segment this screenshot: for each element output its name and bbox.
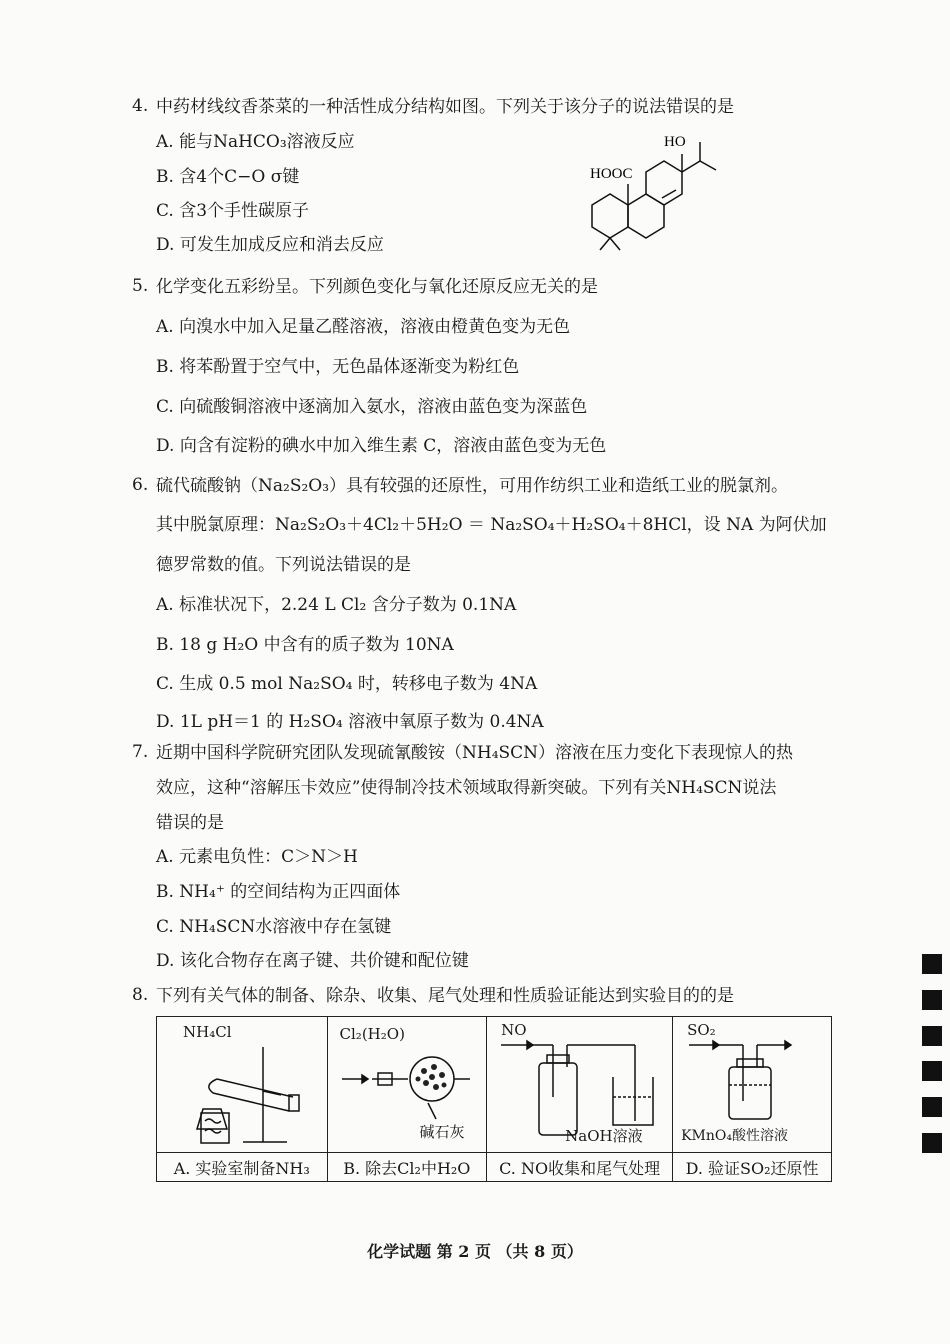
q5-option-c: C. 向硫酸铜溶液中逐滴加入氨水，溶液由蓝色变为深蓝色	[156, 397, 588, 417]
panel-d-sublabel: KMnO₄酸性溶液	[681, 1128, 788, 1144]
alignment-marker	[922, 1061, 942, 1081]
q6-option-d: D. 1L pH＝1 的 H₂SO₄ 溶液中氧原子数为 0.4NA	[156, 712, 544, 732]
q5-number: 5.	[132, 276, 149, 296]
panel-d-figure	[673, 1017, 832, 1153]
q5-option-d: D. 向含有淀粉的碘水中加入维生素 C，溶液由蓝色变为无色	[156, 436, 607, 456]
q4-molecule-structure	[578, 120, 748, 260]
panel-c-apparatus-drawing	[487, 1017, 671, 1151]
q7-option-c: C. NH₄SCN水溶液中存在氢键	[156, 917, 392, 937]
q7-line3: 错误的是	[156, 813, 224, 833]
q4-option-b: B. 含4个C−O σ键	[156, 167, 300, 187]
q8-stem: 下列有关气体的制备、除杂、收集、尾气处理和性质验证能达到实验目的的是	[156, 986, 734, 1006]
q7-number: 7.	[132, 742, 149, 762]
q7-option-a: A. 元素电负性：C＞N＞H	[156, 847, 358, 867]
panel-c-label: NO	[501, 1021, 527, 1039]
panel-c-figure	[487, 1017, 673, 1153]
q4-option-a: A. 能与NaHCO₃溶液反应	[156, 132, 355, 152]
panel-c-sublabel: NaOH溶液	[565, 1127, 643, 1145]
q4-stem: 中药材线纹香茶菜的一种活性成分结构如图。下列关于该分子的说法错误的是	[156, 97, 734, 117]
panel-d-apparatus-drawing	[673, 1017, 830, 1151]
q7-line1: 近期中国科学院研究团队发现硫氰酸铵（NH₄SCN）溶液在压力变化下表现惊人的热	[156, 743, 794, 763]
panel-a-caption: A. 实验室制备NH₃	[157, 1153, 328, 1182]
q6-option-b: B. 18 g H₂O 中含有的质子数为 10NA	[156, 635, 454, 655]
q7-option-b: B. NH₄⁺ 的空间结构为正四面体	[156, 882, 401, 902]
panel-a-label: NH₄Cl	[183, 1023, 232, 1041]
alignment-marker	[922, 954, 942, 974]
panel-b-caption: B. 除去Cl₂中H₂O	[327, 1153, 487, 1182]
q8-number: 8.	[132, 985, 149, 1005]
q4-option-c: C. 含3个手性碳原子	[156, 201, 310, 221]
panel-b-apparatus-drawing	[328, 1017, 486, 1151]
panel-a-apparatus-drawing	[157, 1017, 325, 1151]
q4-option-d: D. 可发生加成反应和消去反应	[156, 235, 384, 255]
q5-option-a: A. 向溴水中加入足量乙醛溶液，溶液由橙黄色变为无色	[156, 317, 571, 337]
q5-stem: 化学变化五彩纷呈。下列颜色变化与氧化还原反应无关的是	[156, 277, 598, 297]
q5-option-b: B. 将苯酚置于空气中，无色晶体逐渐变为粉红色	[156, 357, 520, 377]
q6-line2: 其中脱氯原理：Na₂S₂O₃＋4Cl₂＋5H₂O ＝ Na₂SO₄＋H₂SO₄＋8HCl，设 NA 为阿伏加	[156, 515, 827, 535]
panel-b-figure	[327, 1017, 487, 1153]
alignment-marker	[922, 1026, 942, 1046]
page-footer: 化学试题 第 2 页 （共 8 页）	[367, 1242, 583, 1261]
panel-b-sublabel: 碱石灰	[419, 1123, 465, 1141]
q8-apparatus-table	[156, 1016, 832, 1182]
panel-b-label: Cl₂(H₂O)	[339, 1025, 405, 1043]
alignment-marker	[922, 990, 942, 1010]
q6-line3: 德罗常数的值。下列说法错误的是	[156, 555, 411, 575]
alignment-marker	[922, 1097, 942, 1117]
panel-d-label: SO₂	[687, 1021, 716, 1039]
q4-hooc-label: HOOC	[590, 166, 633, 182]
panel-a-figure	[157, 1017, 328, 1153]
q6-number: 6.	[132, 475, 149, 495]
panel-c-caption: C. NO收集和尾气处理	[487, 1153, 673, 1182]
q6-option-c: C. 生成 0.5 mol Na₂SO₄ 时，转移电子数为 4NA	[156, 674, 538, 694]
q4-number: 4.	[132, 96, 149, 116]
q4-ho-label: HO	[664, 134, 686, 150]
q6-option-a: A. 标准状况下，2.24 L Cl₂ 含分子数为 0.1NA	[156, 595, 517, 615]
q6-line1: 硫代硫酸钠（Na₂S₂O₃）具有较强的还原性，可用作纺织工业和造纸工业的脱氯剂。	[156, 476, 789, 496]
panel-d-caption: D. 验证SO₂还原性	[673, 1153, 832, 1182]
q7-line2: 效应，这种“溶解压卡效应”使得制冷技术领域取得新突破。下列有关NH₄SCN说法	[156, 778, 777, 798]
q7-option-d: D. 该化合物存在离子键、共价键和配位键	[156, 951, 469, 971]
alignment-marker	[922, 1133, 942, 1153]
